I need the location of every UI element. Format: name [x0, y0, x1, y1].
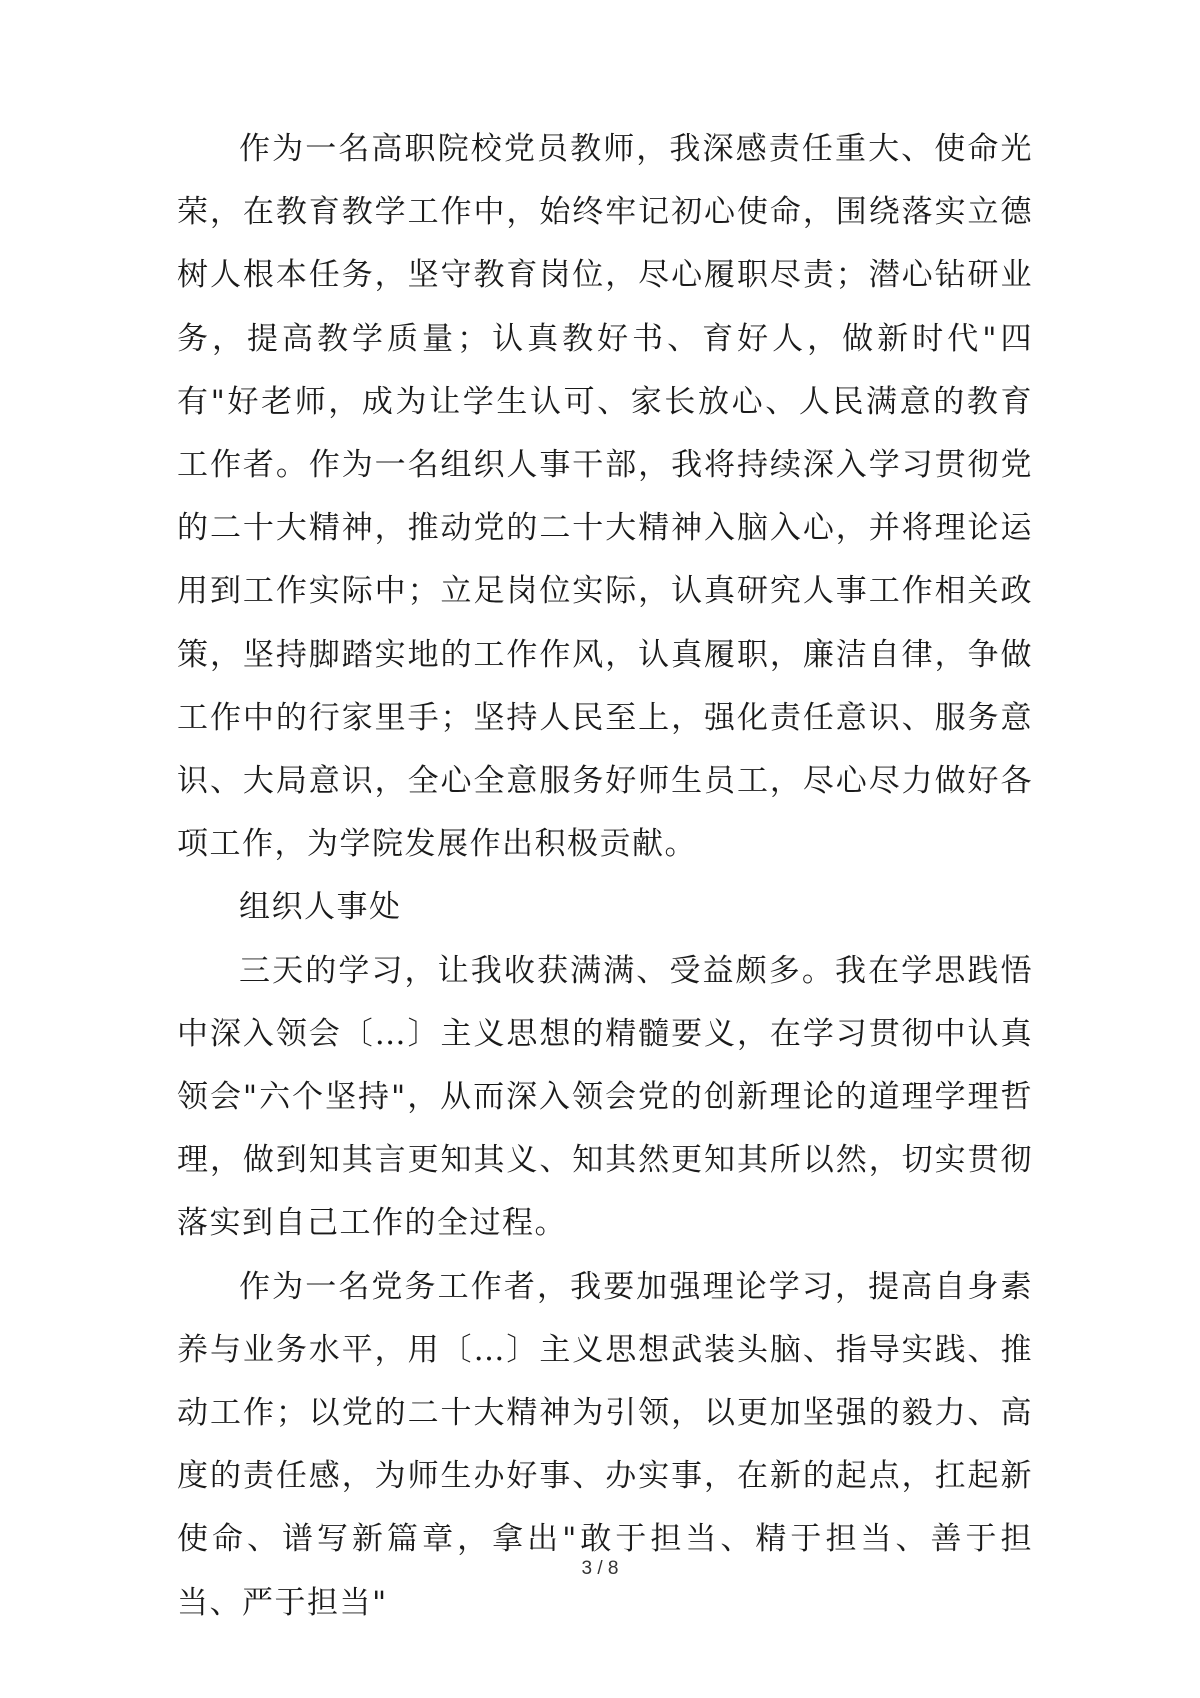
paragraph-department-signature: 组织人事处 — [239, 889, 402, 926]
page-number: 3 / 8 — [581, 1558, 619, 1579]
paragraph-party-worker: 作为一名党务工作者，我要加强理论学习，提高自身素养与业务水平，用〔…〕主义思想武装头脑、指导实践、推动工作；以党的二十大精神为引领，以更加坚强的毅力、高度的责任感，为师生办好事、办实事，在新的起点，扛起新使命、谱写新篇章，拿出"敢于担当、精于担当、善于担当、严于担当" — [177, 1268, 1033, 1621]
paragraph-study-gains: 三天的学习，让我收获满满、受益颇多。我在学思践悟中深入领会〔…〕主义思想的精髓要义，在学习贯彻中认真领会"六个坚持"，从而深入领会党的创新理论的道理学理哲理，做到知其言更知其义、知其然更知其所以然，切实贯彻落实到自己工作的全过程。 — [177, 952, 1033, 1242]
body-text — [177, 118, 1033, 1635]
paragraph-teacher-reflection: 作为一名高职院校党员教师，我深感责任重大、使命光荣，在教育教学工作中，始终牢记初心使命，围绕落实立德树人根本任务，坚守教育岗位，尽心履职尽责；潜心钻研业务，提高教学质量；认真教好书、育好人，做新时代"四有"好老师，成为让学生认可、家长放心、人民满意的教育工作者。作为一名组织人事干部，我将持续深入学习贯彻党的二十大精神，推动党的二十大精神入脑入心，并将理论运用到工作实际中；立足岗位实际，认真研究人事工作相关政策，坚持脚踏实地的工作作风，认真履职，廉洁自律，争做工作中的行家里手；坚持人民至上，强化责任意识、服务意识、大局意识，全心全意服务好师生员工，尽心尽力做好各项工作，为学院发展作出积极贡献。 — [177, 131, 1033, 863]
